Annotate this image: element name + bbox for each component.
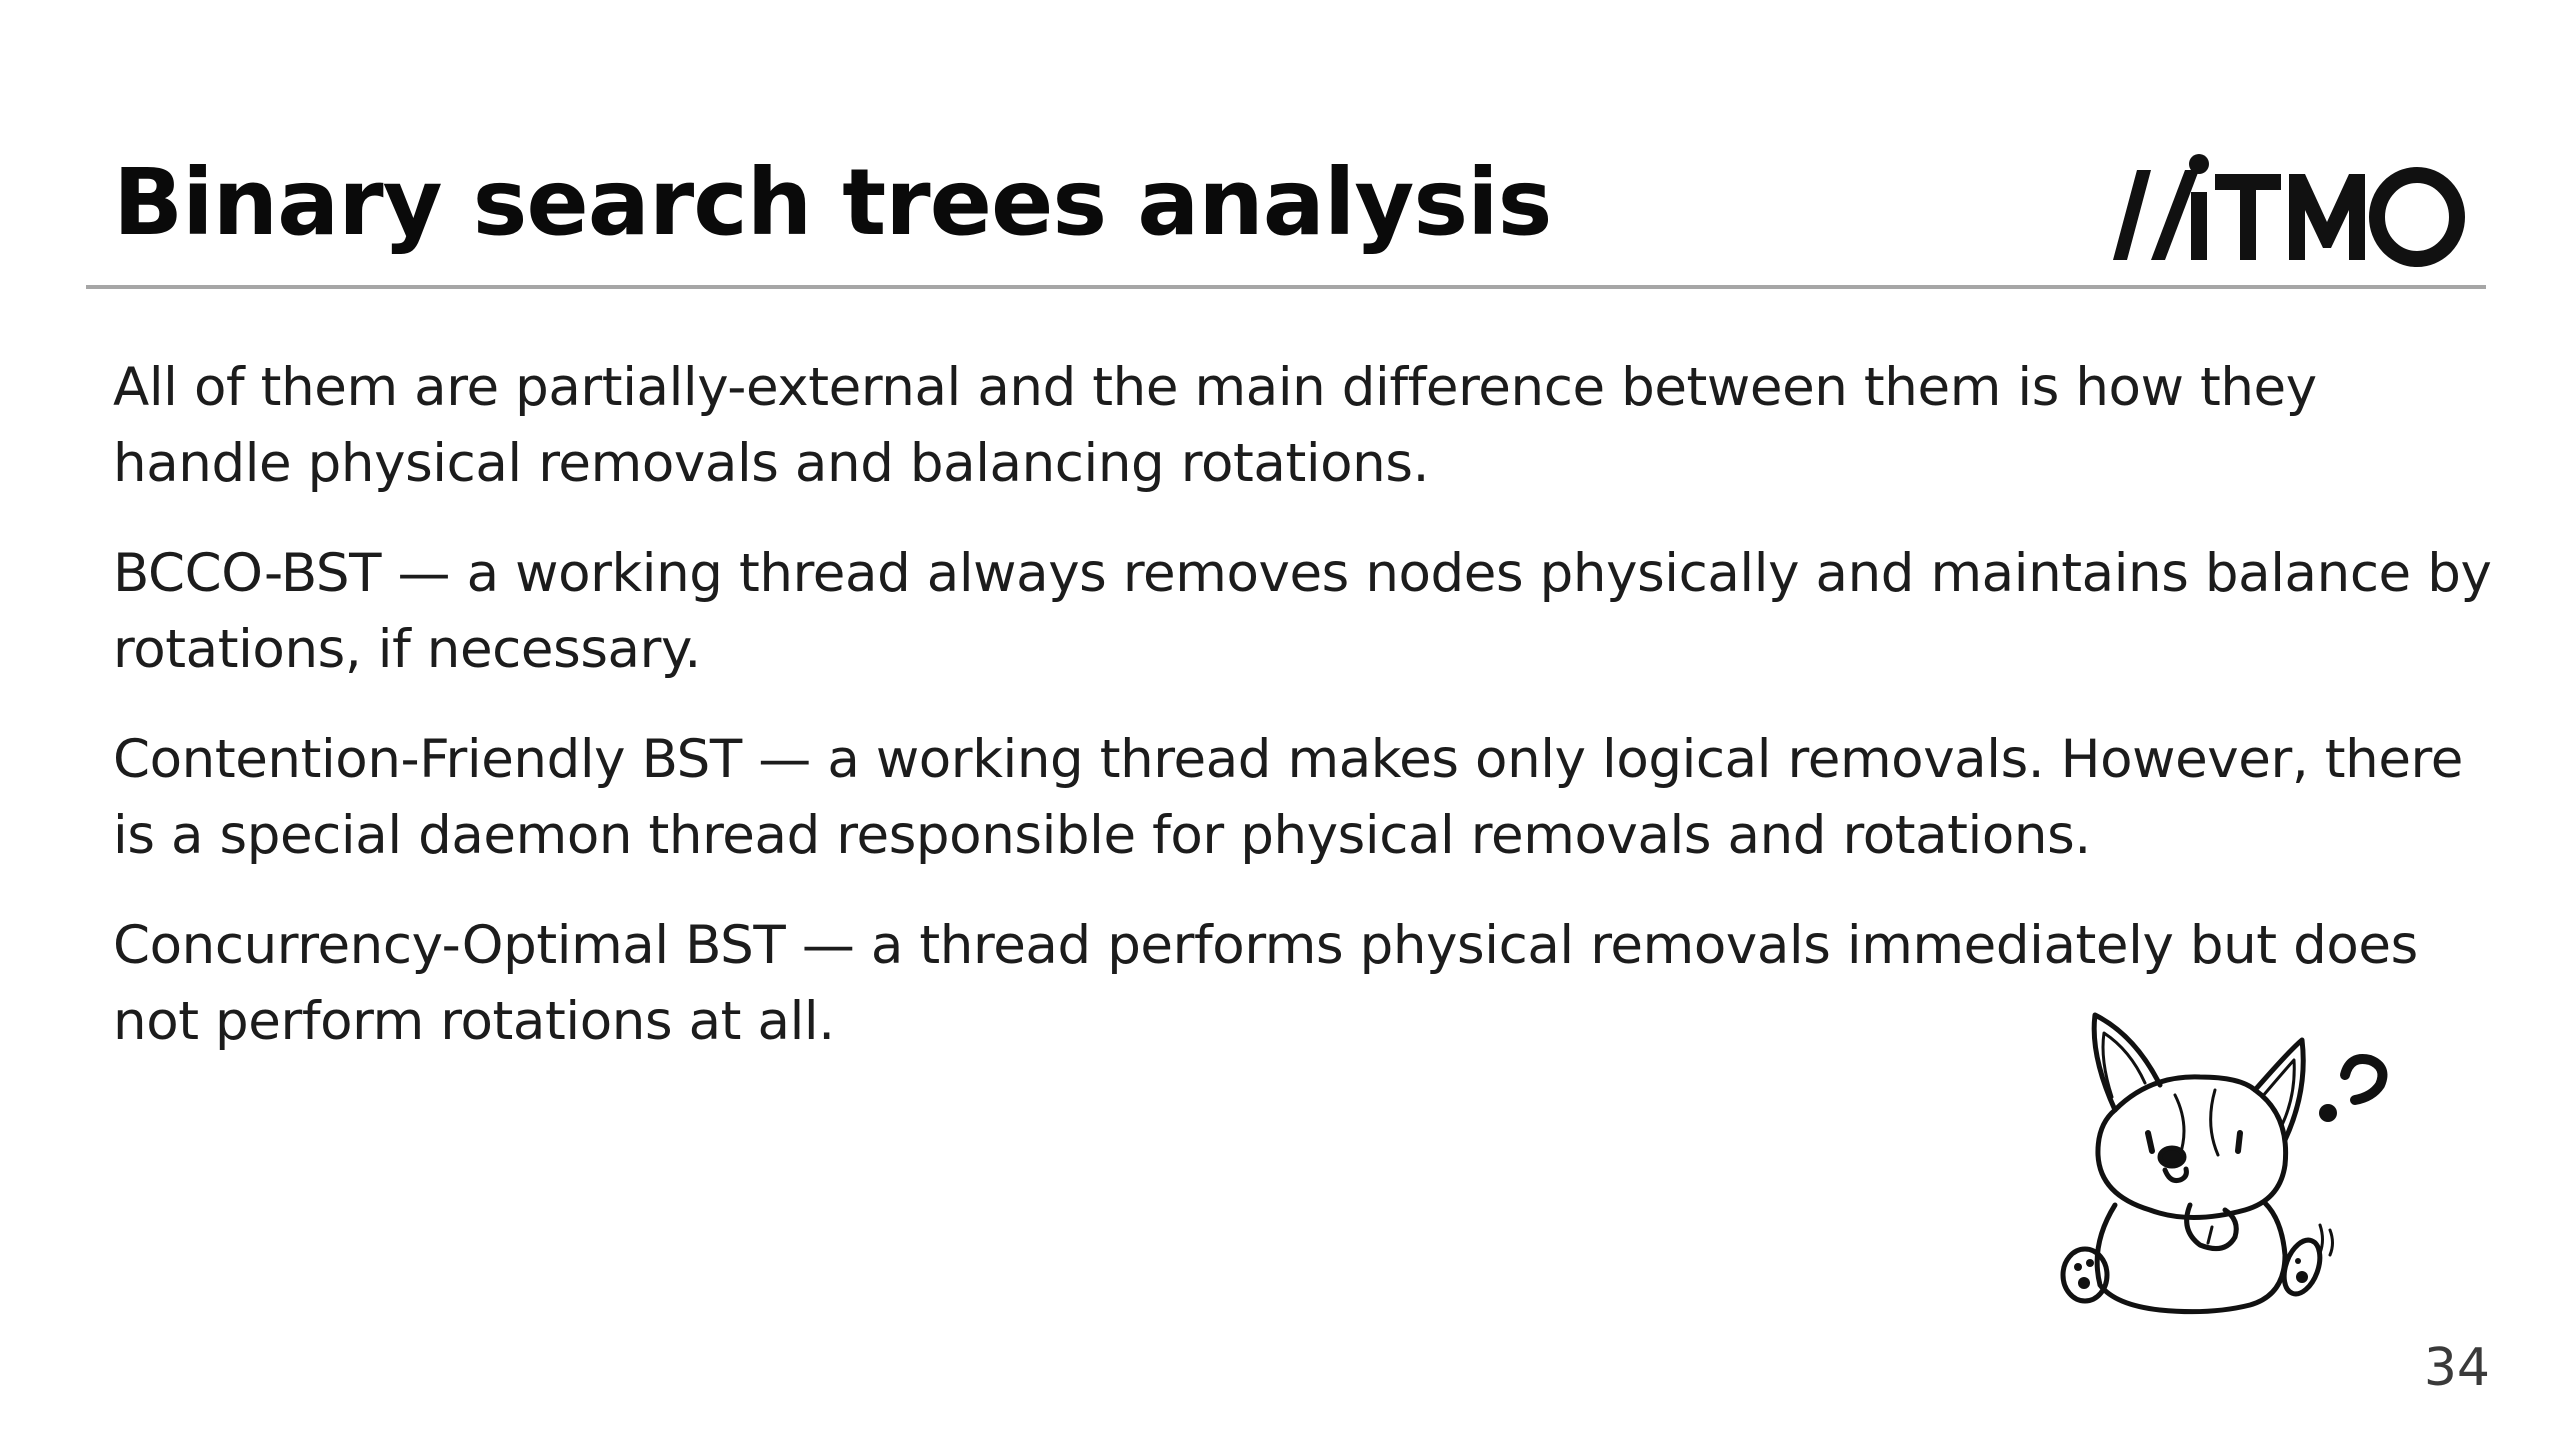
itmo-logo	[2105, 152, 2475, 270]
paragraph-contention-friendly-bst: Contention-Friendly BST — a working thread makes only logical removals. However, there is a special daemon thread responsible for physical removals and rotations.	[113, 729, 2463, 866]
paragraph-concurrency-optimal-bst: Concurrency-Optimal BST — a thread performs physical removals immediately but does not perform rotations at all.	[113, 915, 2418, 1052]
paragraph-bcco-bst: BCCO-BST — a working thread always removes nodes physically and maintains balance by rotations, if necessary.	[113, 543, 2492, 680]
page-number: 34	[2423, 1338, 2490, 1398]
slide-body	[113, 350, 2493, 1094]
title-divider	[86, 285, 2486, 289]
slide-title: Binary search trees analysis	[113, 149, 1552, 256]
corgi-question-illustration	[2040, 1005, 2410, 1335]
paragraph-overview: All of them are partially-external and the main difference between them is how they handle physical removals and balancing rotations.	[113, 357, 2317, 494]
